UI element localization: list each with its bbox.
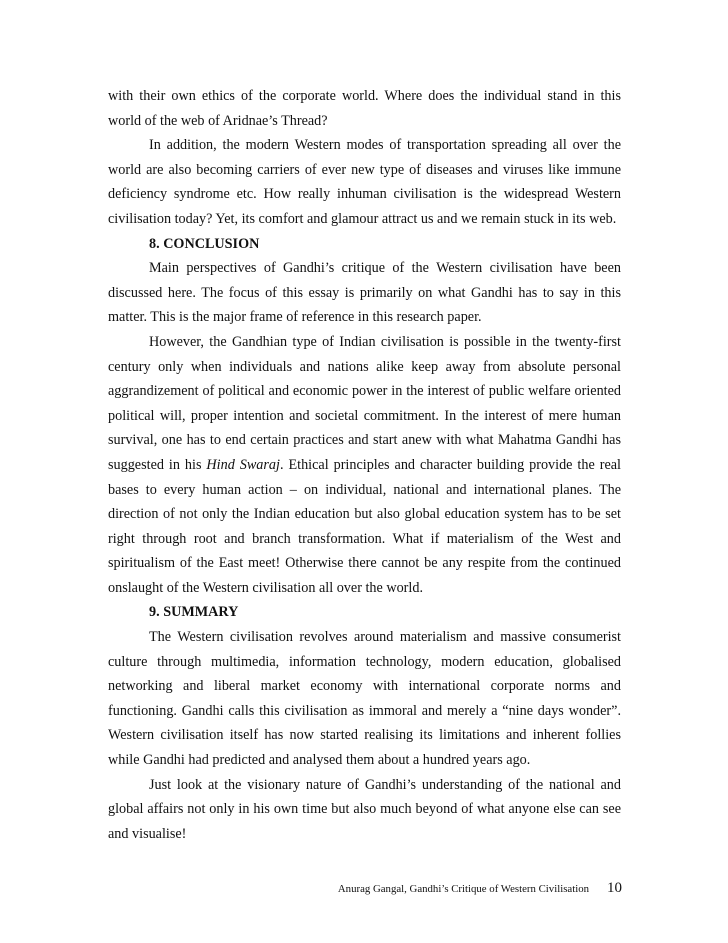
- paragraph: [108, 625, 621, 773]
- text-run: However, the Gandhian type of Indian civilisation is possible in the twenty-first century only when individuals and nations alike keep away from absolute personal aggrandizement of political and economic power in the interest of public welfare oriented political will, proper intention and societal commitment. In the interest of mere human survival, one has to end certain practices and start anew with what Mahatma Gandhi has suggested in his: [108, 333, 621, 473]
- section-heading: [108, 232, 621, 257]
- paragraph: [108, 256, 621, 330]
- paragraph: [108, 330, 621, 601]
- page-number: 10: [607, 880, 622, 896]
- text-run: Main perspectives of Gandhi’s critique of the Western civilisation have been discussed here. The focus of this essay is primarily on what Gandhi has to say in this matter. This is the major frame of reference in this research paper.: [108, 260, 621, 326]
- text-run: 8. CONCLUSION: [149, 235, 260, 252]
- text-run: 9. SUMMARY: [149, 604, 239, 621]
- book-title-italic: Hind Swaraj: [206, 456, 280, 473]
- paragraph: [108, 84, 621, 133]
- body-text: [108, 84, 621, 846]
- footer-running-title: Anurag Gangal, Gandhi’s Critique of Western Civilisation: [337, 883, 589, 895]
- text-run: with their own ethics of the corporate world. Where does the individual stand in this world of the web of Aridnae’s Thread?: [108, 88, 621, 129]
- paragraph: [108, 773, 621, 847]
- text-run: The Western civilisation revolves around materialism and massive consumerist culture through multimedia, information technology, modern education, globalised networking and liberal market economy with international corporate norms and functioning. Gandhi calls this civilisation as immoral and merely a “nine days wonder”. Western civilisation itself has now started realising its limitations and inherent follies while Gandhi had predicted and analysed them about a hundred years ago.: [108, 629, 621, 769]
- page-footer: [300, 880, 622, 897]
- paragraph: [108, 133, 621, 231]
- text-run: In addition, the modern Western modes of transportation spreading all over the world are also becoming carriers of ever new type of diseases and viruses like immune deficiency syndrome etc. How really inhuman civilisation is the widespread Western civilisation today? Yet, its comfort and glamour attract us and we remain stuck in its web.: [108, 137, 621, 227]
- text-run: Just look at the visionary nature of Gandhi’s understanding of the national and global affairs not only in his own time but also much beyond of what anyone else can see and visualise!: [108, 776, 621, 842]
- section-heading: [108, 600, 621, 625]
- text-run: . Ethical principles and character building provide the real bases to every human action – on individual, national and international planes. The direction of not only the Indian education but also global education system has to be set right through root and branch transformation. What if materialism of the West and spiritualism of the East meet! Otherwise there cannot be any respite from the continued onslaught of the Western civilisation all over the world.: [108, 456, 621, 596]
